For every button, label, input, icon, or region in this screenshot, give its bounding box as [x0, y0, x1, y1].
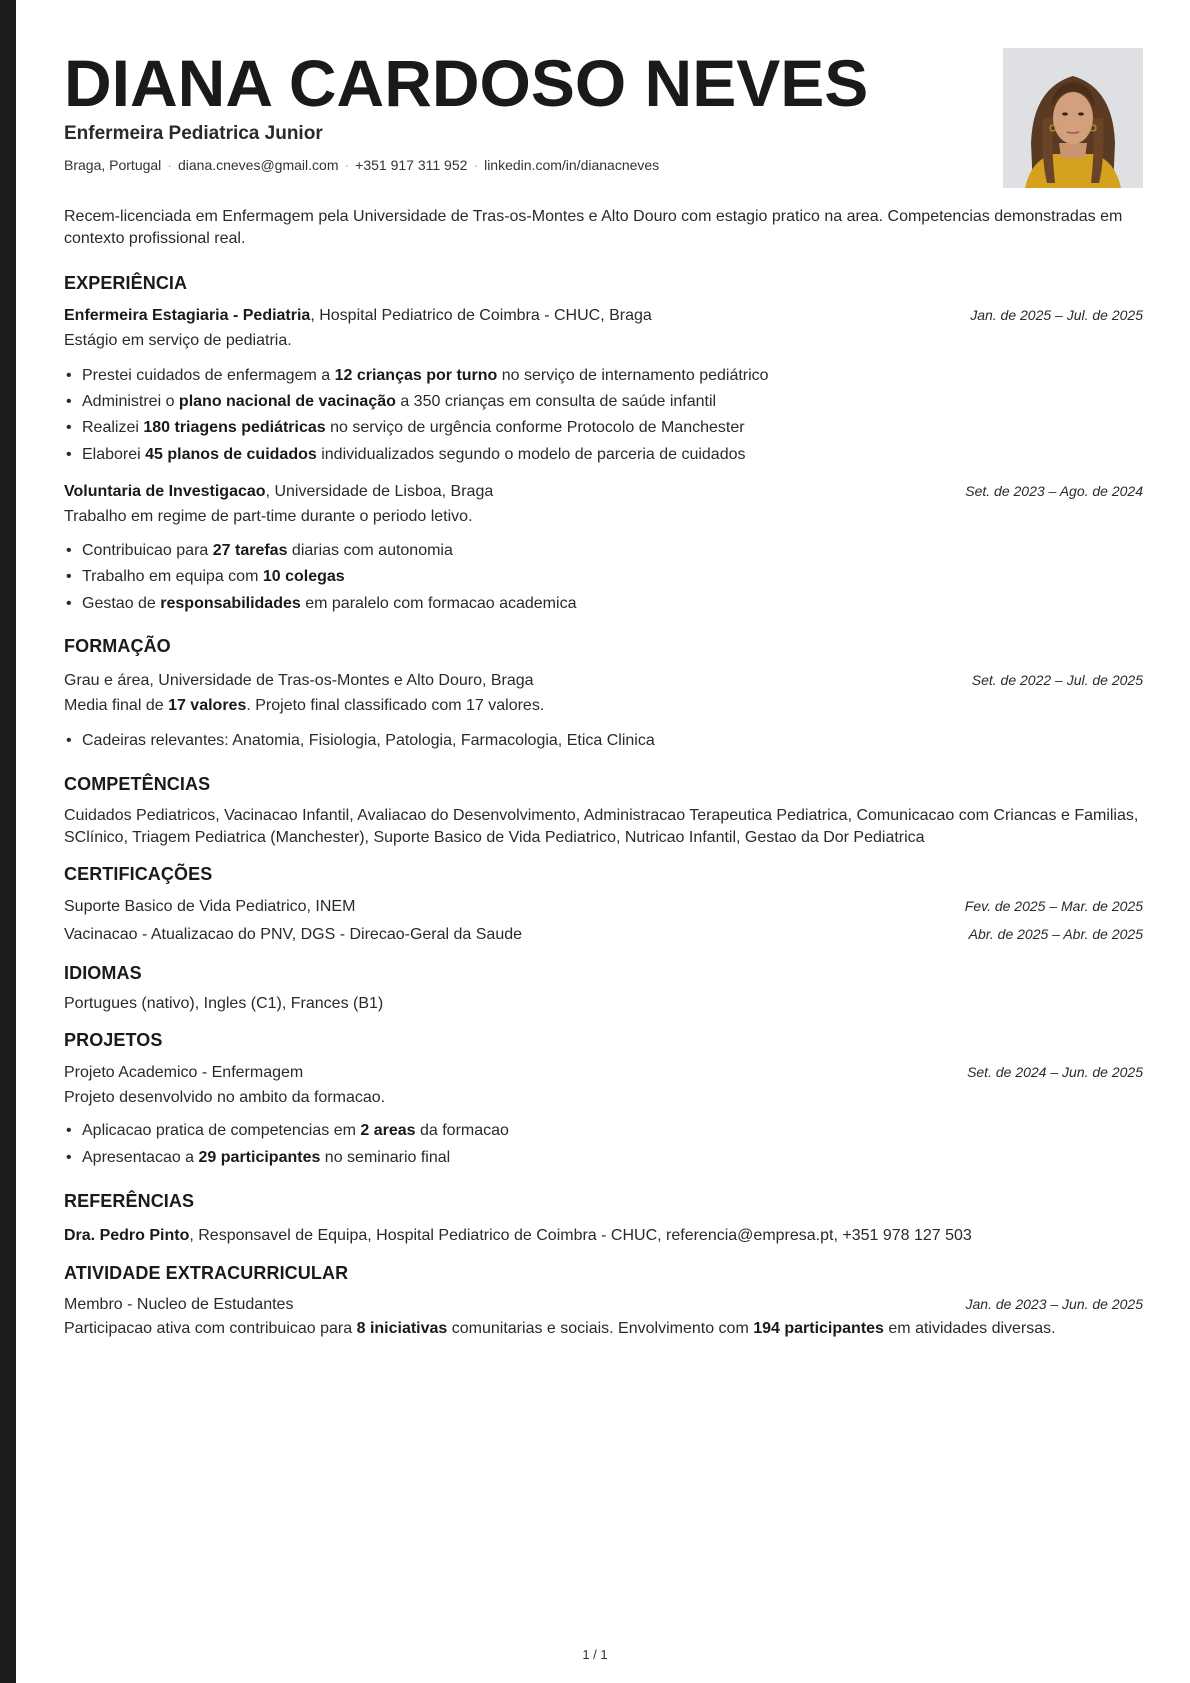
bullet-text: Apresentacao a	[82, 1149, 199, 1166]
experience-2-bullet	[82, 542, 453, 560]
section-heading-certifications: CERTIFICAÇÕES	[64, 864, 213, 884]
bullet-highlight: responsabilidades	[160, 595, 301, 612]
extracurricular-dates: Jan. de 2023 – Jun. de 2025	[965, 1296, 1143, 1312]
experience-1-bullet	[82, 393, 716, 411]
bullet-text: diarias com autonomia	[287, 542, 453, 559]
contact-separator: ·	[344, 157, 350, 173]
bullet-text: Gestao de	[82, 595, 161, 612]
candidate-name: DIANA CARDOSO NEVES	[64, 46, 869, 120]
experience-1-bullet	[82, 419, 745, 437]
contact-separator: ·	[473, 157, 479, 173]
bullet-text: Trabalho em equipa com	[82, 568, 263, 585]
bullet-text: no seminario final	[320, 1149, 451, 1166]
education-degree: Grau e área, Universidade de Tras-os-Montes e Alto Douro, Braga	[64, 672, 534, 689]
experience-1-dates: Jan. de 2025 – Jul. de 2025	[970, 307, 1143, 323]
contact-location: Braga, Portugal	[64, 157, 162, 173]
section-heading-references: REFERÊNCIAS	[64, 1191, 195, 1211]
resume-page	[64, 0, 1143, 1337]
bullet-text: da formacao	[415, 1122, 509, 1139]
education-bullet: • Cadeiras relevantes: Anatomia, Fisiologia, Patologia, Farmacologia, Etica Clinica	[82, 732, 655, 750]
section-heading-extracurricular: ATIVIDADE EXTRACURRICULAR	[64, 1263, 349, 1283]
bullet-text: individualizados segundo o modelo de parceria de cuidados	[316, 446, 746, 463]
experience-2-role: Voluntaria de Investigacao	[64, 483, 266, 500]
certification-item: Suporte Basico de Vida Pediatrico, INEM	[64, 898, 356, 915]
experience-1-description: Estágio em serviço de pediatria.	[64, 332, 292, 349]
desc-text: Participacao ativa com contribuicao para	[64, 1320, 357, 1337]
project-dates: Set. de 2024 – Jun. de 2025	[967, 1064, 1143, 1080]
bullet-highlight: 10 colegas	[262, 568, 345, 585]
desc-text: em atividades diversas.	[883, 1320, 1056, 1337]
skills-text: Cuidados Pediatricos, Vacinacao Infantil, Avaliacao do Desenvolvimento, Administracao Terapeutica Pediatrica, Comunicacao com Criancas e Familias, SClínico, Triagem Pediatrica (Manchester), Suporte Basico de Vida Pediatrico, Nutricao Infantil, Gestao da Dor Pediatrica	[64, 807, 1139, 846]
contact-phone[interactable]: +351 917 311 952	[355, 157, 468, 173]
desc-highlight: 8 iniciativas	[356, 1320, 448, 1337]
project-bullet	[82, 1122, 509, 1140]
contact-linkedin[interactable]: linkedin.com/in/dianacneves	[484, 157, 660, 173]
project-name: Projeto Academico - Enfermagem	[64, 1064, 304, 1081]
bullet-text: Administrei o	[82, 393, 179, 410]
extracurricular-description	[64, 1320, 1056, 1338]
bullet-text: Aplicacao pratica de competencias em	[82, 1122, 361, 1139]
education-grade	[64, 697, 544, 715]
portrait-icon	[1003, 48, 1143, 188]
grade-highlight: 17 valores	[168, 697, 247, 714]
languages-text: Portugues (nativo), Ingles (C1), Frances (B1)	[64, 995, 384, 1012]
education-dates: Set. de 2022 – Jul. de 2025	[971, 672, 1143, 688]
experience-2-bullet	[82, 568, 345, 586]
section-heading-education: FORMAÇÃO	[64, 636, 171, 656]
bullet-text: Prestei cuidados de enfermagem a	[82, 367, 335, 384]
experience-2-description: Trabalho em regime de part-time durante o periodo letivo.	[64, 508, 473, 525]
contact-email[interactable]: diana.cneves@gmail.com	[177, 157, 339, 173]
left-dark-bar	[0, 0, 16, 1683]
resume-header	[64, 0, 1143, 200]
experience-1-bullet	[82, 446, 746, 464]
grade-text: . Projeto final classificado com 17 valores.	[246, 697, 545, 714]
experience-2-org: , Universidade de Lisboa, Braga	[265, 483, 494, 500]
bullet-text: Elaborei	[82, 446, 146, 463]
bullet-text: no serviço de urgência conforme Protocolo de Manchester	[325, 419, 745, 436]
contact-separator: ·	[167, 157, 172, 173]
summary-paragraph: Recem-licenciada em Enfermagem pela Universidade de Tras-os-Montes e Alto Douro com estagio pratico na area. Competencias demonstradas em contexto profissional real.	[64, 208, 1123, 247]
experience-1-org: , Hospital Pediatrico de Coimbra - CHUC, Braga	[310, 307, 652, 324]
bullet-highlight: 27 tarefas	[212, 542, 288, 559]
section-heading-skills: COMPETÊNCIAS	[64, 774, 211, 794]
bullet-text: em paralelo com formacao academica	[300, 595, 577, 612]
bullet-highlight: plano nacional de vacinação	[178, 393, 396, 410]
bullet-text: Contribuicao para	[82, 542, 213, 559]
page-indicator: 1 / 1	[582, 1647, 608, 1662]
reference-name: Dra. Pedro Pinto	[64, 1227, 190, 1244]
project-description: Projeto desenvolvido no ambito da formacao.	[64, 1089, 386, 1106]
reference-details: , Responsavel de Equipa, Hospital Pediatrico de Coimbra - CHUC, referencia@empresa.pt, +351 978 127 503	[189, 1227, 972, 1244]
experience-1-heading	[64, 307, 652, 325]
experience-1-bullet	[82, 367, 769, 385]
section-heading-experience: EXPERIÊNCIA	[64, 273, 188, 293]
bullet-highlight: 29 participantes	[198, 1149, 321, 1166]
bullet-highlight: 180 triagens pediátricas	[143, 419, 326, 436]
desc-text: comunitarias e sociais. Envolvimento com	[447, 1320, 754, 1337]
grade-text: Media final de	[64, 697, 169, 714]
candidate-title: Enfermeira Pediatrica Junior	[64, 123, 323, 144]
experience-2-dates: Set. de 2023 – Ago. de 2024	[965, 483, 1143, 499]
section-heading-projects: PROJETOS	[64, 1030, 163, 1050]
bullet-highlight: 12 crianças por turno	[334, 367, 498, 384]
reference-entry	[64, 1227, 972, 1245]
bullet-text: Realizei	[82, 419, 144, 436]
certification-dates: Abr. de 2025 – Abr. de 2025	[968, 926, 1143, 942]
experience-2-heading	[64, 483, 493, 501]
certification-dates: Fev. de 2025 – Mar. de 2025	[964, 898, 1143, 914]
section-heading-languages: IDIOMAS	[64, 963, 142, 983]
bullet-text: no serviço de internamento pediátrico	[497, 367, 769, 384]
desc-highlight: 194 participantes	[753, 1320, 884, 1337]
certification-item: Vacinacao - Atualizacao do PNV, DGS - Direcao-Geral da Saude	[64, 926, 523, 943]
experience-2-bullet	[82, 595, 576, 613]
profile-photo	[1003, 48, 1143, 188]
project-bullet	[82, 1149, 450, 1167]
bullet-text: a 350 crianças em consulta de saúde infantil	[395, 393, 717, 410]
bullet-highlight: 45 planos de cuidados	[145, 446, 317, 463]
contact-line	[64, 157, 659, 173]
bullet-highlight: 2 areas	[360, 1122, 416, 1139]
extracurricular-name: Membro - Nucleo de Estudantes	[64, 1296, 294, 1313]
experience-1-role: Enfermeira Estagiaria - Pediatria	[64, 307, 311, 324]
